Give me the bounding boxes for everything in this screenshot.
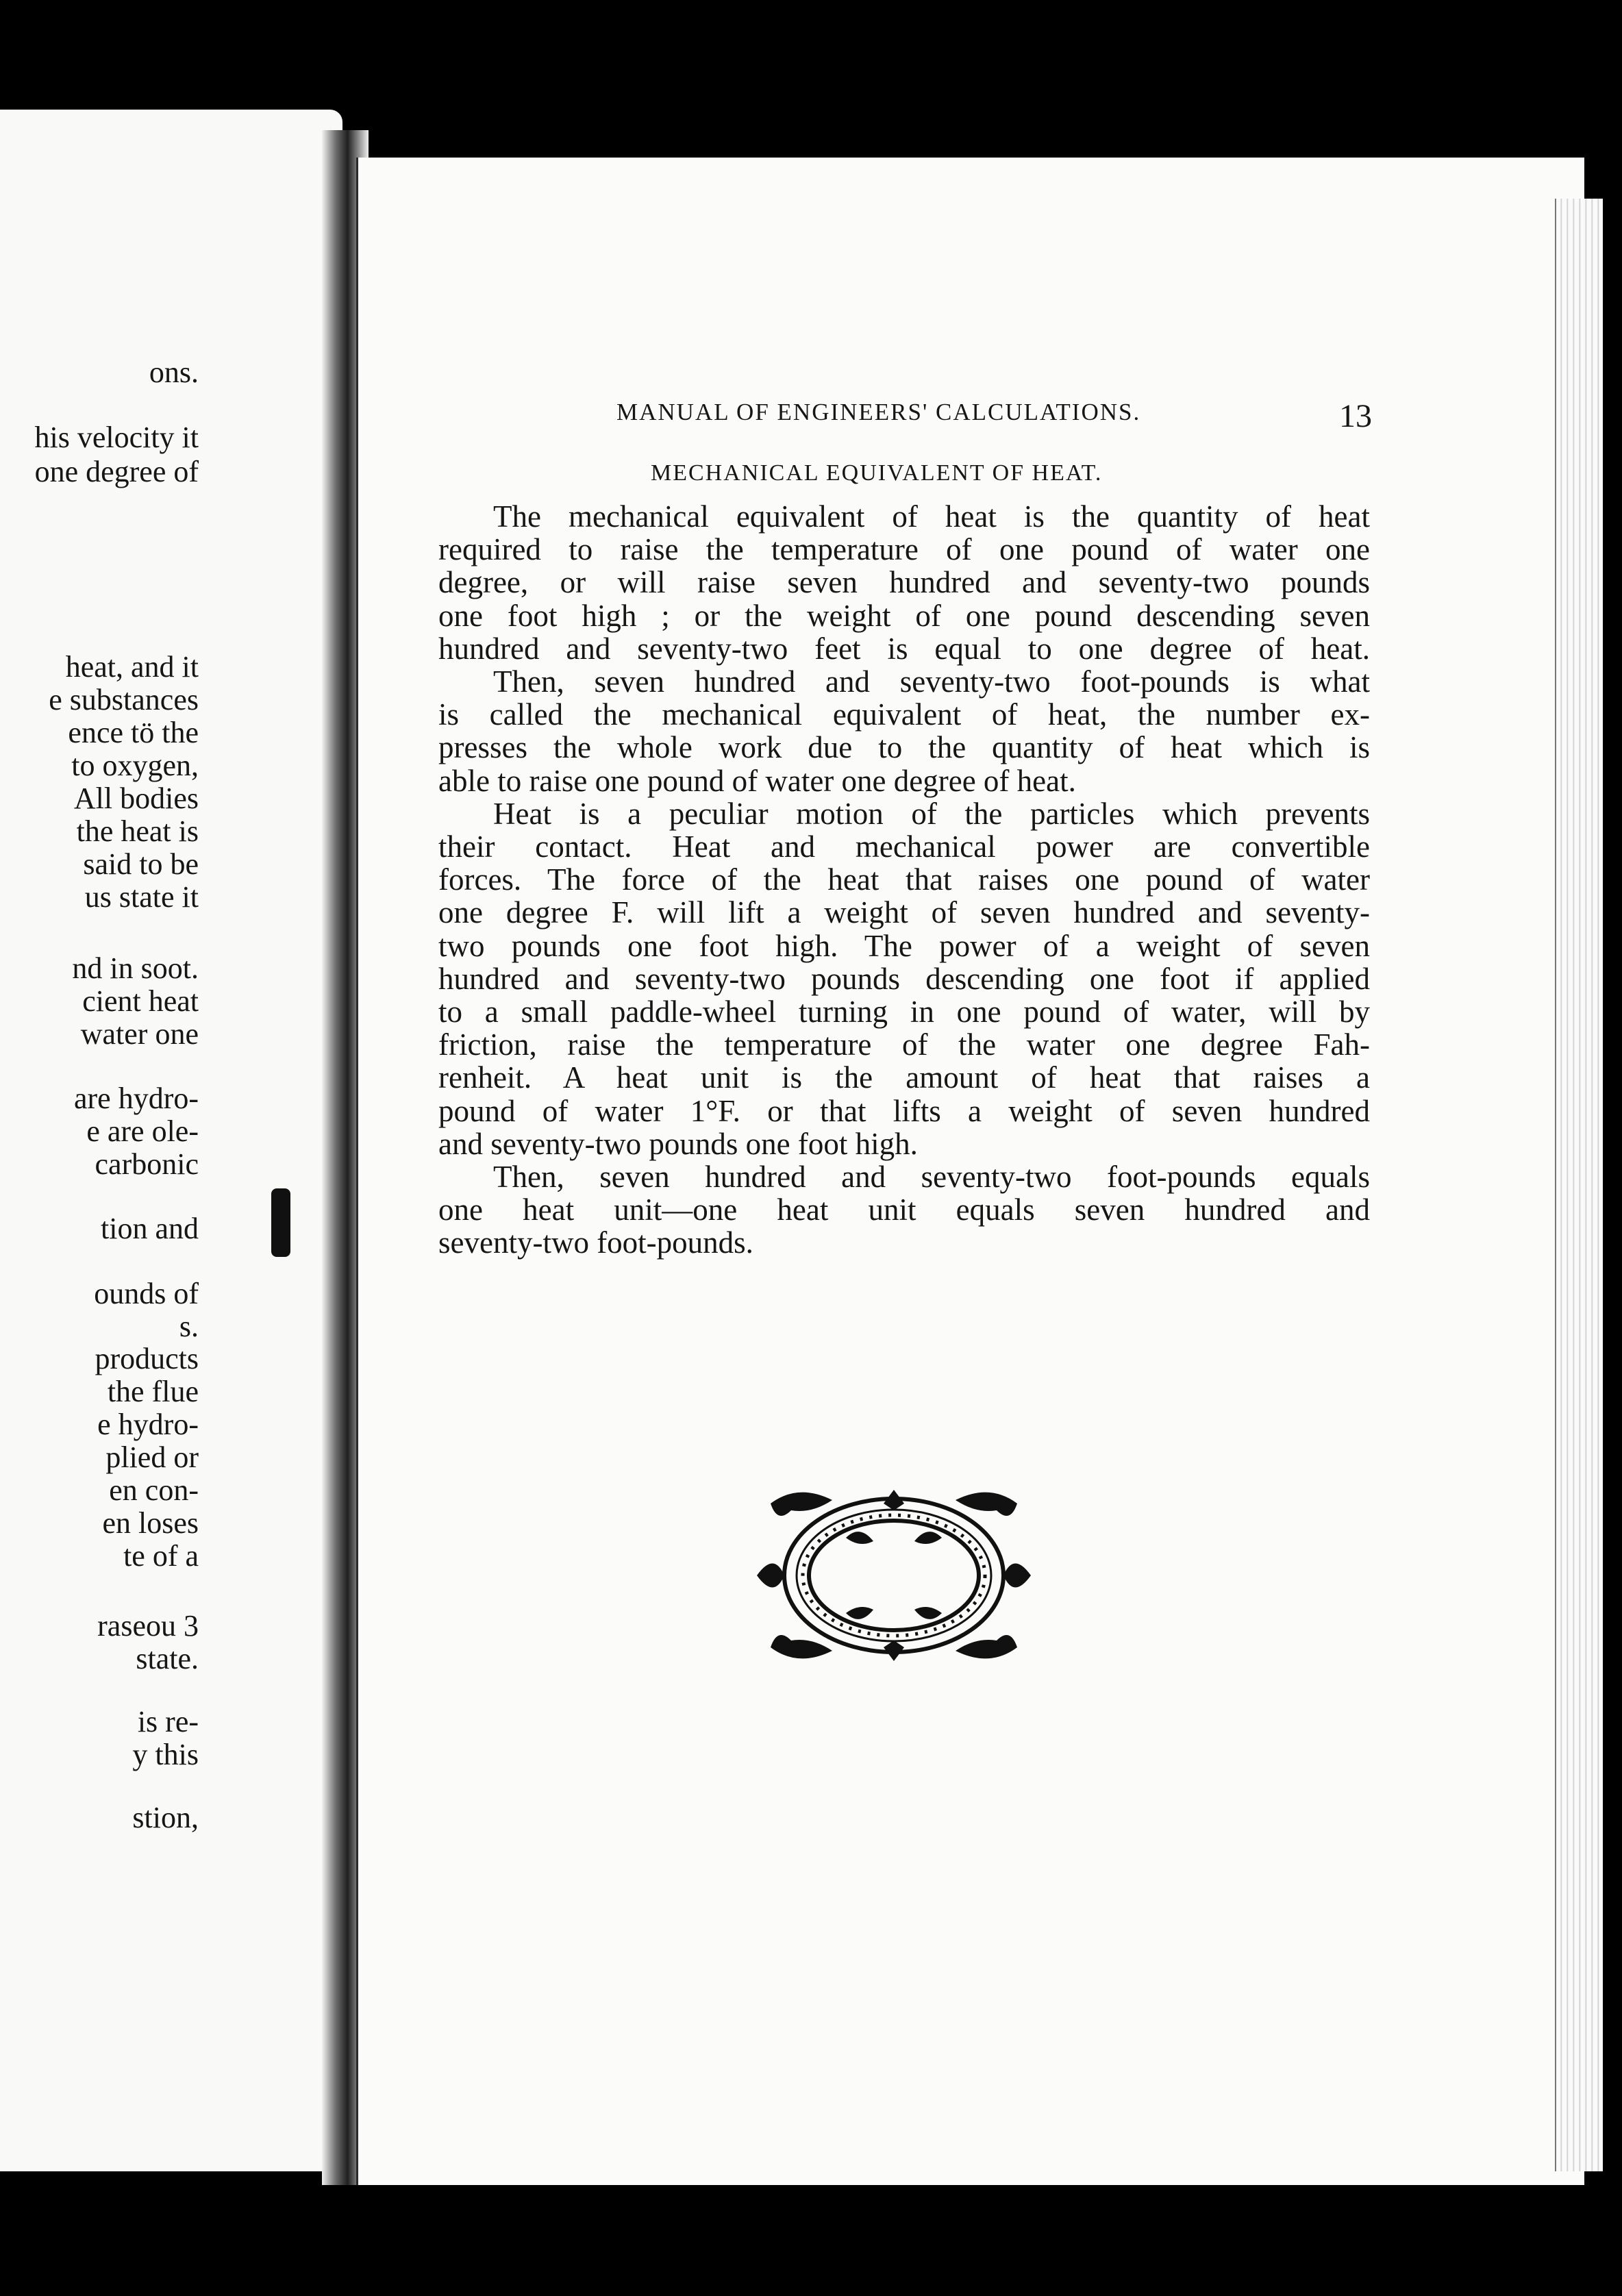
- left-line: us state it: [84, 880, 199, 914]
- text-line: able to raise one pound of water one degree of heat.: [438, 763, 1076, 798]
- section-title: MECHANICAL EQUIVALENT OF HEAT.: [651, 460, 1103, 486]
- text-line: forces. The force of the heat that raises one pound of water: [438, 862, 1370, 897]
- text-line: hundred and seventy-two pounds descending one foot if applied: [438, 961, 1370, 996]
- left-line: plied or: [105, 1440, 199, 1474]
- text-line: hundred and seventy-two feet is equal to one degree of heat.: [438, 631, 1370, 666]
- text-line: and seventy-two pounds one foot high.: [438, 1126, 918, 1161]
- text-line: degree, or will raise seven hundred and seventy-two pounds: [438, 565, 1370, 600]
- left-line: carbonic: [95, 1147, 199, 1181]
- text-line: pound of water 1°F. or that lifts a weight of seven hundred: [438, 1093, 1370, 1128]
- text-line: Then, seven hundred and seventy-two foot-pounds equals: [493, 1160, 1370, 1195]
- left-line: cient heat: [82, 984, 199, 1018]
- left-line: nd in soot.: [72, 951, 199, 985]
- left-line: the heat is: [76, 814, 199, 848]
- left-line: y this: [132, 1738, 199, 1771]
- left-line: stion,: [132, 1801, 199, 1834]
- binding-mark: [271, 1188, 290, 1257]
- left-line: water one: [80, 1017, 199, 1051]
- page-edge: [1555, 199, 1603, 2171]
- text-line: one foot high ; or the weight of one pound descending seven: [438, 598, 1370, 633]
- left-line: e hydro-: [97, 1408, 199, 1441]
- left-line: said to be: [83, 847, 199, 881]
- left-line: raseou 3: [97, 1609, 199, 1643]
- decorative-ornament-icon: [757, 1483, 1031, 1668]
- left-line: ence tö the: [68, 716, 199, 749]
- left-line: ounds of: [94, 1277, 199, 1310]
- text-line: to a small paddle-wheel turning in one pound of water, will by: [438, 995, 1370, 1030]
- left-line: products: [95, 1342, 199, 1375]
- text-line: Heat is a peculiar motion of the particles which prevents: [493, 796, 1370, 831]
- text-line: presses the whole work due to the quantity of heat which is: [438, 730, 1370, 765]
- left-line: en con-: [109, 1473, 199, 1507]
- left-line: e are ole-: [86, 1114, 199, 1148]
- text-line: their contact. Heat and mechanical power are convertible: [438, 829, 1370, 864]
- left-line: the flue: [107, 1375, 199, 1408]
- left-line: to oxygen,: [71, 749, 199, 782]
- text-line: renheit. A heat unit is the amount of heat that raises a: [438, 1060, 1370, 1095]
- left-line: s.: [179, 1310, 199, 1343]
- left-line: one degree of: [34, 455, 199, 488]
- page-number: 13: [1339, 398, 1372, 434]
- left-line: heat, and it: [65, 650, 199, 684]
- left-line: ons.: [149, 355, 199, 389]
- left-page: [0, 110, 342, 2171]
- left-line: his velocity it: [34, 421, 199, 454]
- text-line: friction, raise the temperature of the water one degree Fah-: [438, 1027, 1370, 1062]
- left-line: are hydro-: [73, 1082, 199, 1115]
- text-line: The mechanical equivalent of heat is the quantity of heat: [493, 499, 1370, 534]
- text-line: one degree F. will lift a weight of seven hundred and seventy-: [438, 895, 1370, 930]
- text-line: required to raise the temperature of one pound of water one: [438, 532, 1370, 567]
- running-header: MANUAL OF ENGINEERS' CALCULATIONS.: [616, 399, 1141, 425]
- left-line: state.: [136, 1642, 199, 1675]
- text-line: is called the mechanical equivalent of heat, the number ex-: [438, 697, 1370, 732]
- left-line: tion and: [101, 1212, 199, 1245]
- left-line: is re-: [137, 1705, 199, 1738]
- text-line: one heat unit—one heat unit equals seven hundred and: [438, 1193, 1370, 1227]
- text-line: Then, seven hundred and seventy-two foot-pounds is what: [493, 664, 1370, 699]
- text-line: seventy-two foot-pounds.: [438, 1225, 753, 1260]
- left-page-text: [0, 110, 199, 1834]
- text-line: two pounds one foot high. The power of a weight of seven: [438, 928, 1370, 963]
- body-text: [438, 500, 1370, 1260]
- left-line: en loses: [102, 1506, 199, 1540]
- left-line: All bodies: [73, 782, 199, 815]
- left-line: e substances: [49, 683, 199, 716]
- left-line: te of a: [123, 1539, 199, 1573]
